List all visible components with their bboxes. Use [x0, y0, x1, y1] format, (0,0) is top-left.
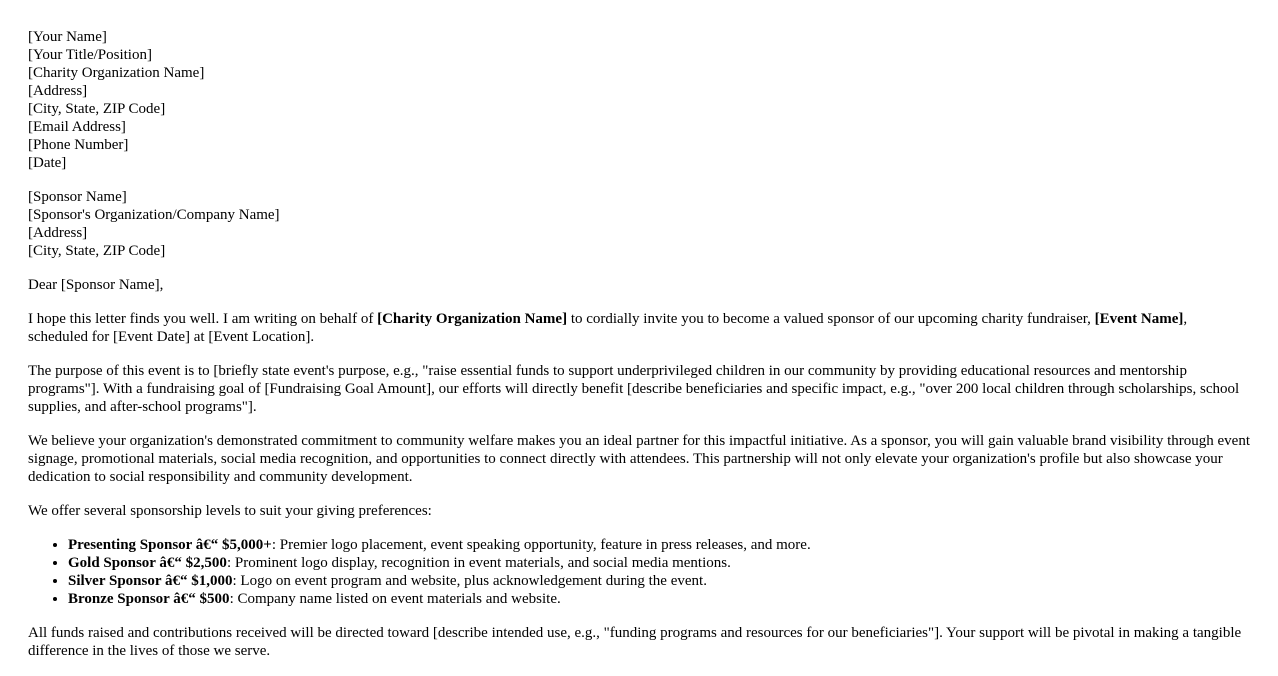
partnership-paragraph: We believe your organization's demonstrated commitment to community welfare makes you an ideal partner for this impactful initiative. As a sponsor, you will gain valuable brand visibility through event signage, promotional materials, social media recognition, and opportunities to connect directly with attendees. This partnership will not only elevate your organization's profile but also showcase your dedication to social responsibility and community development. [28, 433, 1250, 485]
intro-org-name: [Charity Organization Name] [377, 311, 568, 327]
sponsorship-levels-list [28, 536, 1250, 608]
letter [28, 28, 1250, 676]
sender-address-block [28, 28, 1250, 172]
recipient-name: [Sponsor Name] [28, 189, 127, 205]
list-item [68, 572, 1250, 590]
sender-name: [Your Name] [28, 29, 107, 45]
recipient-organization: [Sponsor's Organization/Company Name] [28, 207, 280, 223]
intro-text-2: to cordially invite you to become a valued sponsor of our upcoming charity fundraiser, [567, 311, 1095, 327]
salutation: Dear [Sponsor Name], [28, 277, 164, 293]
recipient-city-state-zip: [City, State, ZIP Code] [28, 243, 166, 259]
recipient-address: [Address] [28, 225, 88, 241]
level-description: : Premier logo placement, event speaking opportunity, feature in press releases, and more. [271, 537, 811, 553]
sender-city-state-zip: [City, State, ZIP Code] [28, 101, 166, 117]
level-description: : Prominent logo display, recognition in event materials, and social media mentions. [226, 555, 731, 571]
purpose-paragraph: The purpose of this event is to [briefly state event's purpose, e.g., "raise essential funds to support underprivileged children in our community by providing educational resources and mentorship programs"]. With a fundraising goal of [Fundraising Goal Amount], our efforts will directly benefit [describe beneficiaries and specific impact, e.g., "over 200 local children through scholarships, school supplies, and after-school programs"]. [28, 363, 1240, 415]
level-title: Gold Sponsor â€“ $2,500 [68, 555, 227, 571]
intro-event-name: [Event Name] [1094, 311, 1184, 327]
level-title: Silver Sponsor â€“ $1,000 [68, 573, 233, 589]
level-description: : Logo on event program and website, plus acknowledgement during the event. [232, 573, 707, 589]
sender-email: [Email Address] [28, 119, 126, 135]
intro-paragraph [28, 310, 1250, 346]
list-item [68, 536, 1250, 554]
funds-paragraph: All funds raised and contributions received will be directed toward [describe intended use, e.g., "funding programs and resources for our beneficiaries"]. Your support will be pivotal in making a tangible difference in the lives of those we serve. [28, 625, 1242, 659]
sender-address: [Address] [28, 83, 88, 99]
level-title: Bronze Sponsor â€“ $500 [68, 591, 230, 607]
recipient-address-block [28, 188, 1250, 260]
levels-intro-paragraph: We offer several sponsorship levels to suit your giving preferences: [28, 503, 432, 519]
sender-phone: [Phone Number] [28, 137, 129, 153]
level-description: : Company name listed on event materials and website. [229, 591, 561, 607]
sender-title: [Your Title/Position] [28, 47, 152, 63]
intro-text-1: I hope this letter finds you well. I am writing on behalf of [28, 311, 378, 327]
sender-organization: [Charity Organization Name] [28, 65, 205, 81]
letter-date: [Date] [28, 155, 67, 171]
list-item [68, 590, 1250, 608]
level-title: Presenting Sponsor â€“ $5,000+ [68, 537, 272, 553]
list-item [68, 554, 1250, 572]
intro-text-3: , scheduled for [Event Date] at [Event Location]. [28, 311, 1188, 345]
